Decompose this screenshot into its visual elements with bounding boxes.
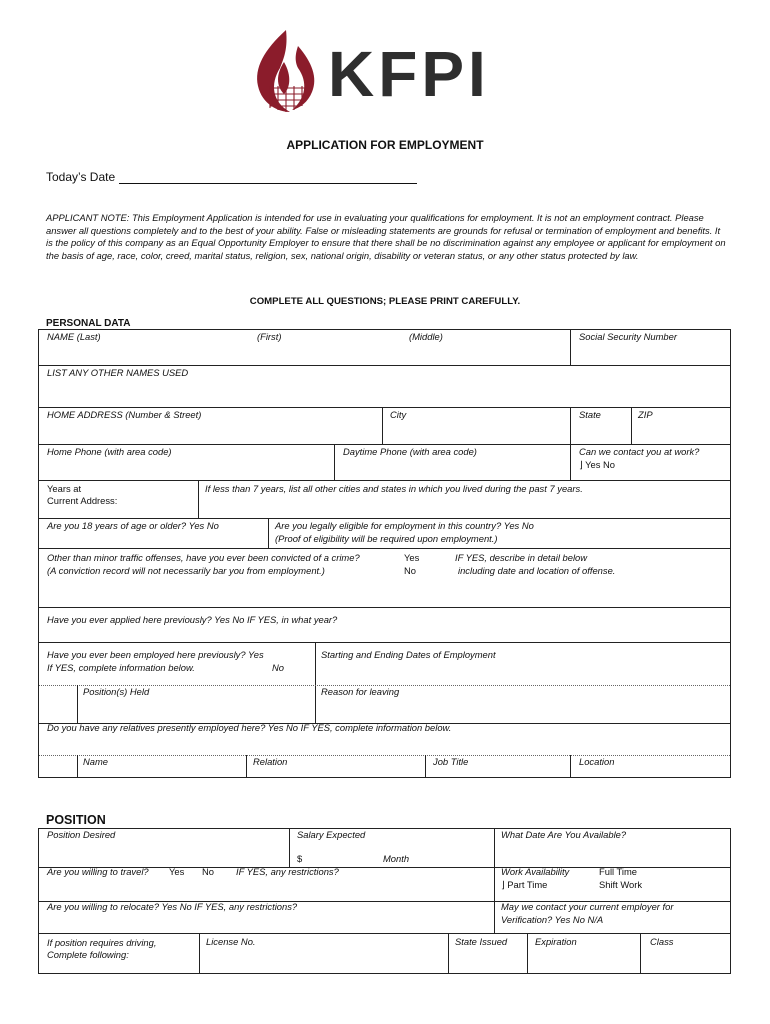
instructions: COMPLETE ALL QUESTIONS; PLEASE PRINT CAREFULLY. xyxy=(249,296,521,307)
conviction-yes[interactable]: Yes xyxy=(404,552,420,563)
work-availability-label: Work Availability xyxy=(501,866,570,877)
home-phone-label: Home Phone (with area code) xyxy=(47,446,172,457)
driving-note-2: Complete following: xyxy=(47,949,129,960)
travel-restrictions-label: IF YES, any restrictions? xyxy=(236,866,339,877)
conviction-note: (A conviction record will not necessarily bar you from employment.) xyxy=(47,565,325,576)
position-form xyxy=(38,828,731,974)
logo-wordmark: KFPI xyxy=(328,38,490,110)
travel-yes[interactable]: Yes xyxy=(169,866,185,877)
ssn-label: Social Security Number xyxy=(579,331,677,342)
position-heading: POSITION xyxy=(46,813,106,827)
conviction-no[interactable]: No xyxy=(404,565,416,576)
travel-no[interactable]: No xyxy=(202,866,214,877)
salary-dollar-sign: $ xyxy=(297,853,303,864)
salary-expected-label: Salary Expected xyxy=(297,829,366,840)
personal-data-heading: PERSONAL DATA xyxy=(46,318,131,329)
past-7-years-label: If less than 7 years, list all other cities and states in which you lived during the past 7 years. xyxy=(205,483,583,494)
eligibility-note: (Proof of eligibility will be required upon employment.) xyxy=(275,533,498,544)
available-date-label: What Date Are You Available? xyxy=(501,829,627,840)
contact-employer-options[interactable]: Verification? Yes No N/A xyxy=(501,914,604,925)
full-time-option[interactable]: Full Time xyxy=(599,866,638,877)
relatives-question[interactable]: Do you have any relatives presently employed here? Yes No IF YES, complete information below. xyxy=(47,722,452,733)
applicant-note: APPLICANT NOTE: This Employment Application is intended for use in evaluating your qualifications for employment. It is not an employment contract. Please answer all questions completely and to the best of your ability. False or misleading statements are grounds for refusal or termination of employment and benefits. It is the policy of this company as an Equal Opportunity Employer to ensure that there shall be no discrimination against any employee or applicant for employment on the basis of age, race, color, creed, marital status, religion, sex, national origin, disability or veteran status, or any other status protected by law. xyxy=(46,212,726,261)
name-middle-label: (Middle) xyxy=(409,331,443,342)
flame-logo-icon xyxy=(250,28,324,114)
years-at-label-1: Years at xyxy=(47,483,82,494)
class-label: Class xyxy=(650,936,674,947)
shift-work-option[interactable]: Shift Work xyxy=(599,879,643,890)
personal-data-form xyxy=(38,329,731,778)
relative-relation-label: Relation xyxy=(253,756,288,767)
travel-question: Are you willing to travel? xyxy=(47,866,149,877)
driving-note-1: If position requires driving, xyxy=(47,937,157,948)
employed-previously-question[interactable]: Have you ever been employed here previously? Yes xyxy=(47,649,264,660)
todays-date-field[interactable] xyxy=(119,171,417,184)
employed-previously-note: If YES, complete information below. xyxy=(47,662,195,673)
salary-month-label: Month xyxy=(383,853,410,864)
page-title: APPLICATION FOR EMPLOYMENT xyxy=(286,138,484,152)
part-time-option[interactable]: ⌋ Part Time xyxy=(501,879,548,890)
other-names-label: LIST ANY OTHER NAMES USED xyxy=(47,367,189,378)
conviction-detail-1: IF YES, describe in detail below xyxy=(455,552,588,563)
employed-previously-no[interactable]: No xyxy=(272,662,284,673)
contact-at-work-label: Can we contact you at work? xyxy=(579,446,700,457)
conviction-question: Other than minor traffic offenses, have you ever been convicted of a crime? xyxy=(47,552,360,563)
start-end-dates-label: Starting and Ending Dates of Employment xyxy=(321,649,496,660)
state-label: State xyxy=(579,409,601,420)
relative-job-title-label: Job Title xyxy=(433,756,469,767)
relocate-question[interactable]: Are you willing to relocate? Yes No IF YES, any restrictions? xyxy=(47,901,298,912)
positions-held-label: Position(s) Held xyxy=(83,686,150,697)
conviction-detail-2: including date and location of offense. xyxy=(458,565,616,576)
contact-at-work-options[interactable]: ⌋ Yes No xyxy=(579,459,615,470)
city-label: City xyxy=(390,409,407,420)
daytime-phone-label: Daytime Phone (with area code) xyxy=(343,446,477,457)
relative-location-label: Location xyxy=(579,756,615,767)
position-desired-label: Position Desired xyxy=(47,829,116,840)
company-logo xyxy=(250,28,520,114)
zip-label: ZIP xyxy=(638,409,653,420)
name-last-label: NAME (Last) xyxy=(47,331,101,342)
todays-date-label: Today’s Date xyxy=(46,170,116,184)
name-first-label: (First) xyxy=(257,331,282,342)
applied-previously-question[interactable]: Have you ever applied here previously? Yes No IF YES, in what year? xyxy=(47,614,338,625)
relative-name-label: Name xyxy=(83,756,109,767)
expiration-label: Expiration xyxy=(535,936,577,947)
todays-date-row xyxy=(46,170,417,184)
home-address-label: HOME ADDRESS (Number & Street) xyxy=(47,409,202,420)
reason-leaving-label: Reason for leaving xyxy=(321,686,400,697)
years-at-label-2: Current Address: xyxy=(47,495,118,506)
state-issued-label: State Issued xyxy=(455,936,508,947)
eligibility-question[interactable]: Are you legally eligible for employment in this country? Yes No xyxy=(275,520,534,531)
license-no-label: License No. xyxy=(206,936,256,947)
age-18-question[interactable]: Are you 18 years of age or older? Yes No xyxy=(47,520,219,531)
contact-employer-question: May we contact your current employer for xyxy=(501,901,674,912)
